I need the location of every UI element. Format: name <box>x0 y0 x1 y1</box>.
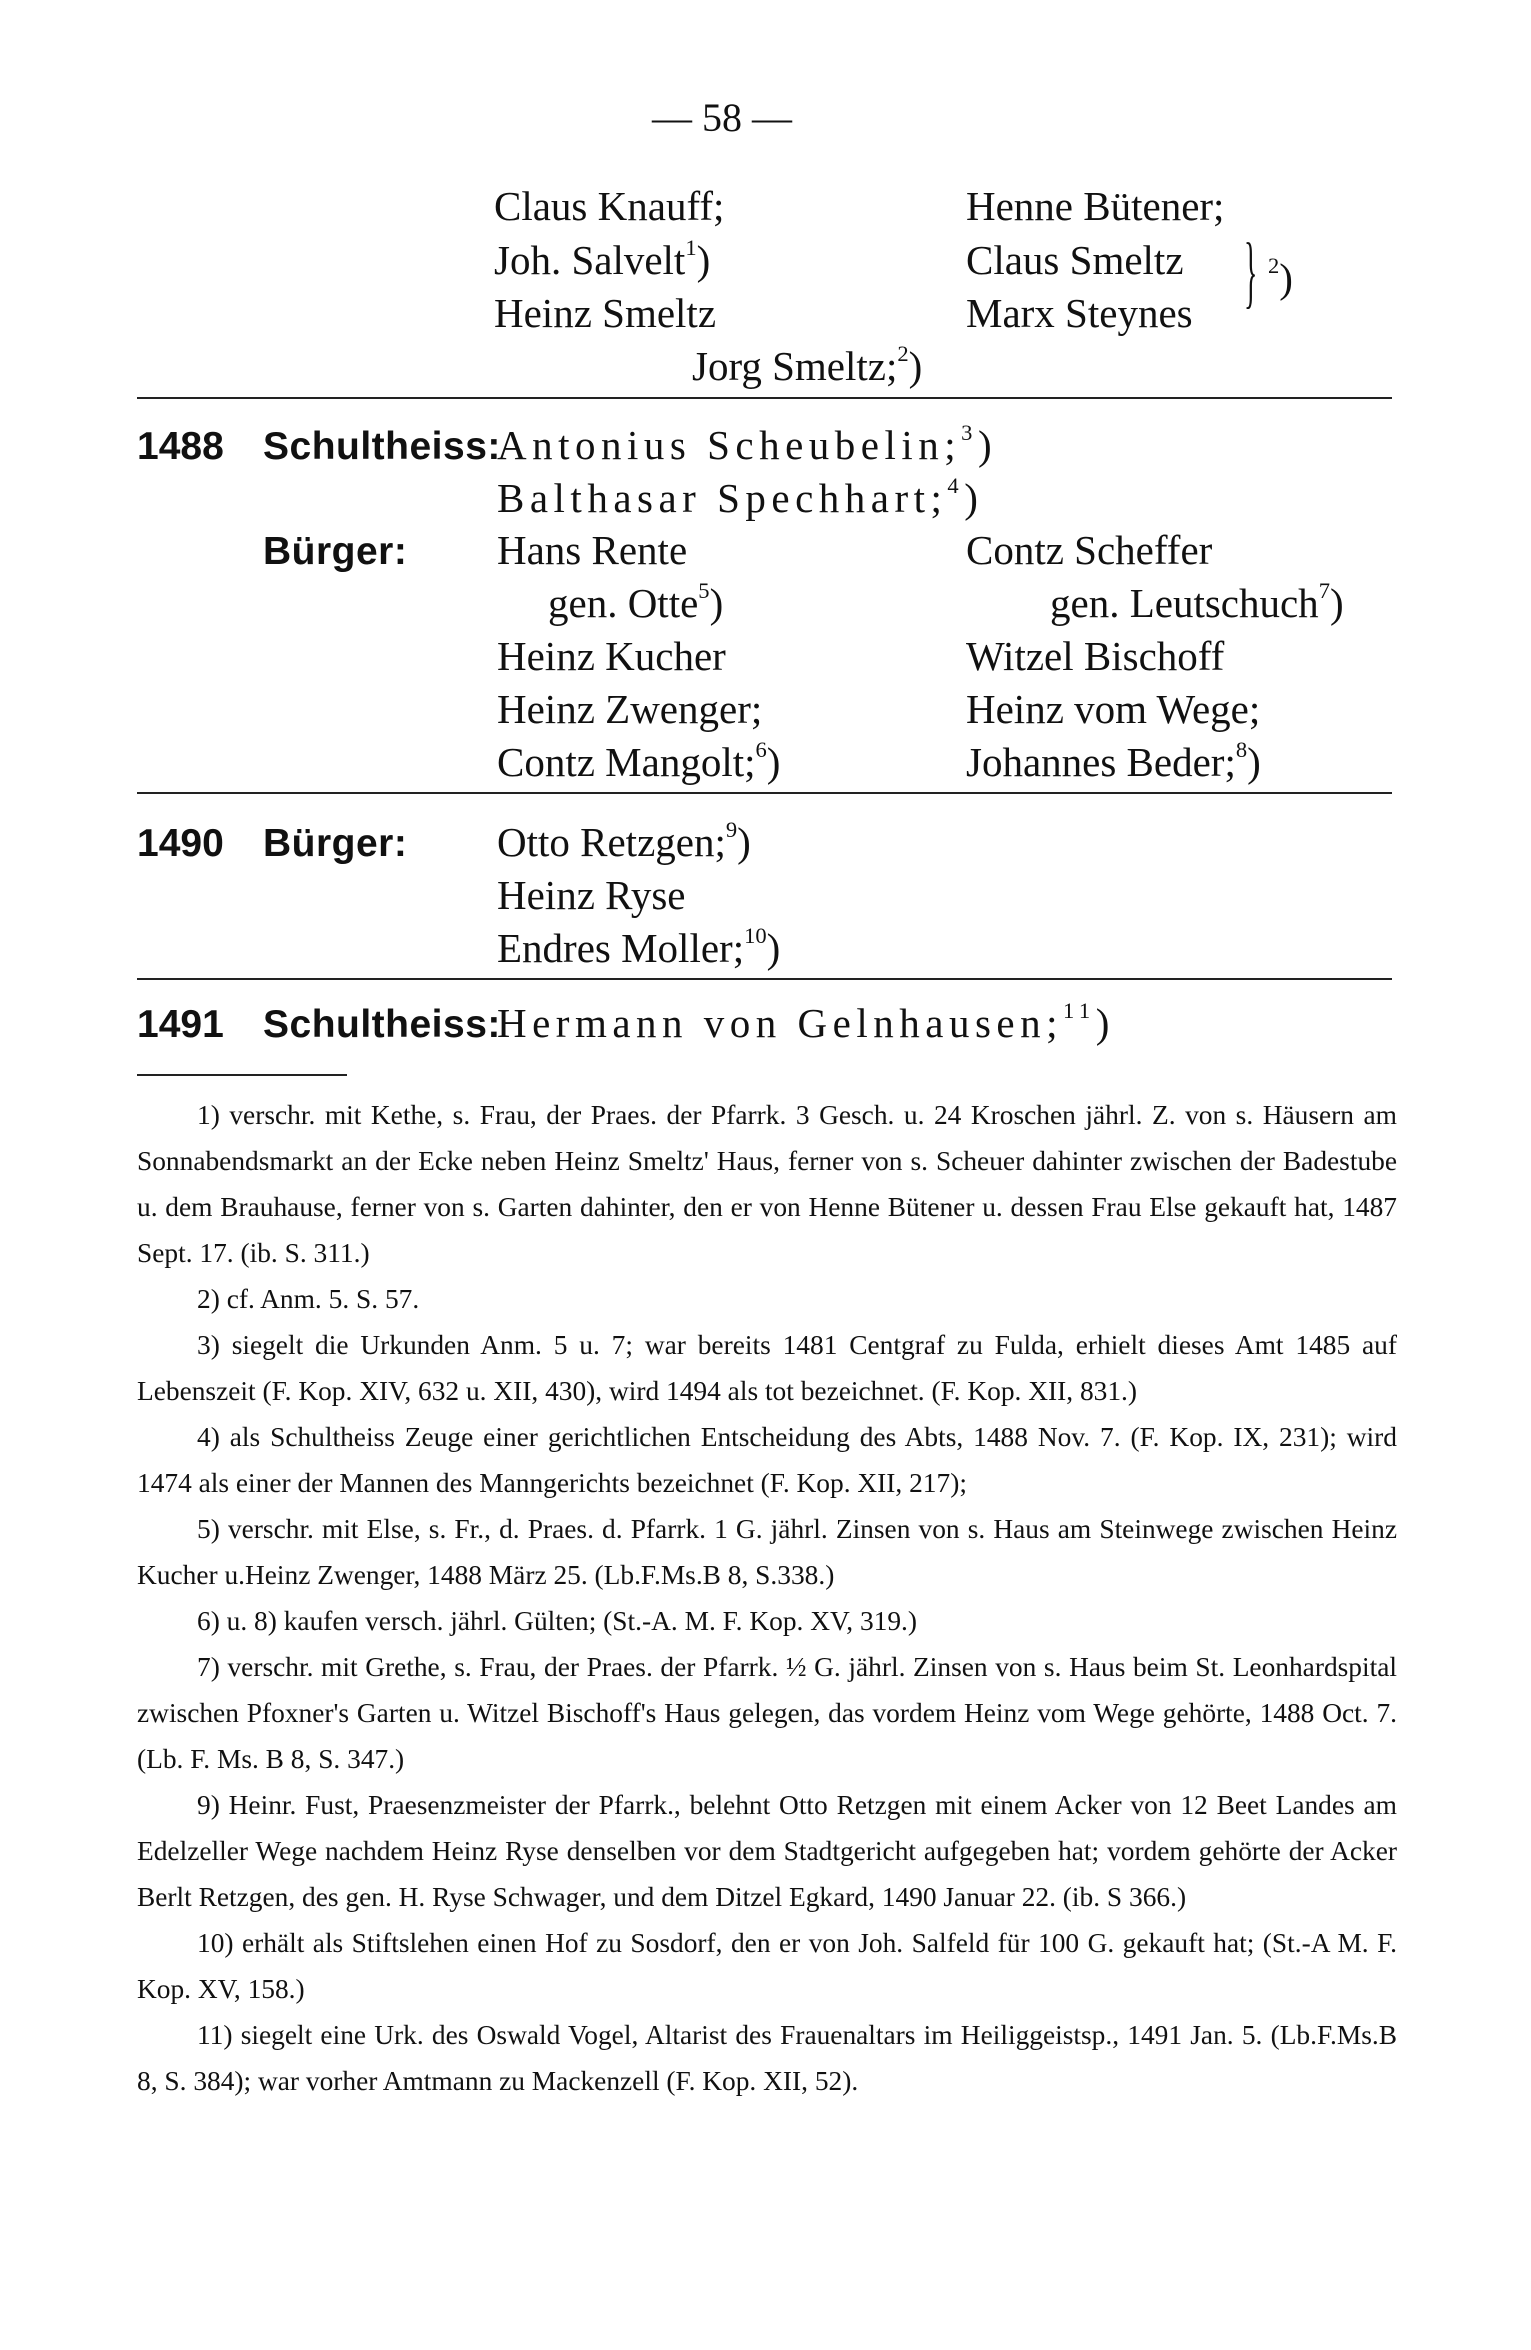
buerger-right-4: Heinz vom Wege; <box>966 686 1261 732</box>
buerger-1490-3: Endres Moller;$^{10}$) <box>497 922 781 971</box>
page-number: — 58 — <box>652 95 792 140</box>
buerger-label: Bürger: <box>263 530 408 573</box>
footnote-1: 1) verschr. mit Kethe, s. Frau, der Praes. der Pfarrk. 3 Gesch. u. 24 Kroschen jährl. Z. von s. Häusern am Sonnabendsmarkt an der Ecke neben Heinz Smeltz' Haus, ferner von s. Scheuer dahinter zwischen der Badestube u. dem Brauhause, ferner von s. Garten dahinter, den er von Henne Bütener u. dessen Frau Else gekauft hat, 1487 Sept. 17. (ib. S. 311.) <box>137 1100 1397 1268</box>
top-center-name: Jorg Smeltz;$^2$) <box>692 340 923 389</box>
buerger-left-4: Heinz Zwenger; <box>497 686 763 732</box>
schultheiss-name-1: Antonius Scheubelin;$^3$) <box>497 419 998 468</box>
top-right-name-1: Henne Bütener; <box>966 183 1225 229</box>
footnote-4: 4) als Schultheiss Zeuge einer gerichtlichen Entscheidung des Abts, 1488 Nov. 7. (F. Kop. IX, 231); wird 1474 als einer der Mannen des Manngerichts bezeichnet (F. Kop. XII, 217); <box>137 1422 1397 1498</box>
buerger-right-1: Contz Scheffer <box>966 527 1213 573</box>
buerger-left-1: Hans Rente <box>497 527 688 573</box>
footnote-separator <box>137 1074 347 1076</box>
footnote-ref: 1 <box>685 234 697 260</box>
footnote-10: 11) siegelt eine Urk. des Oswald Vogel, Altarist des Frauenaltars im Heiliggeistsp., 1491 Jan. 5. (Lb.F.Ms.B 8, S. 384); war vorher Amtmann zu Mackenzell (F. Kop. XII, 52). <box>137 2020 1397 2096</box>
year-1491: 1491 <box>137 1003 224 1046</box>
buerger-1490-1: Otto Retzgen;$^9$) <box>497 816 751 865</box>
top-left-name-2: Joh. Salvelt$^1$) <box>494 234 711 283</box>
buerger-left-2: gen. Otte$^5$) <box>548 577 724 626</box>
schultheiss-label-1491: Schultheiss: <box>263 1003 501 1046</box>
section-divider <box>137 397 1392 399</box>
top-right-name-2: Claus Smeltz <box>966 237 1184 283</box>
footnote-2: 2) cf. Anm. 5. S. 57. <box>197 1284 420 1314</box>
footnote-9: 10) erhält als Stiftslehen einen Hof zu Sosdorf, den er von Joh. Salfeld für 100 G. gekauft hat; (St.-A M. F. Kop. XV, 158.) <box>137 1928 1397 2004</box>
brace-icon: } <box>1244 228 1258 316</box>
schultheiss-name-2: Balthasar Spechhart;$^4$) <box>497 472 984 521</box>
footnote-ref: 2 <box>897 340 909 366</box>
top-right-name-3: Marx Steynes <box>966 290 1193 336</box>
footnote-5: 5) verschr. mit Else, s. Fr., d. Praes. d. Pfarrk. 1 G. jährl. Zinsen von s. Haus am Steinwege zwischen Heinz Kucher u.Heinz Zwenger, 1488 März 25. (Lb.F.Ms.B 8, S.338.) <box>137 1514 1397 1590</box>
footnote-7: 7) verschr. mit Grethe, s. Frau, der Praes. der Pfarrk. ½ G. jährl. Zinsen von s. Haus beim St. Leonhardspital zwischen Pfoxner's Garten u. Witzel Bischoff's Haus gelegen, das vordem Heinz vom Wege gehörte, 1488 Oct. 7. (Lb. F. Ms. B 8, S. 347.) <box>137 1652 1397 1774</box>
top-left-name-1: Claus Knauff; <box>494 183 725 229</box>
group-note: $^2$) <box>1268 252 1293 301</box>
footnote-3: 3) siegelt die Urkunden Anm. 5 u. 7; war bereits 1481 Centgraf zu Fulda, erhielt dieses Amt 1485 auf Lebenszeit (F. Kop. XIV, 632 u. XII, 430), wird 1494 als tot bezeichnet. (F. Kop. XII, 831.) <box>137 1330 1397 1406</box>
buerger-right-5: Johannes Beder;$^8$) <box>966 736 1261 785</box>
buerger-left-3: Heinz Kucher <box>497 633 726 679</box>
footnote-8: 9) Heinr. Fust, Praesenzmeister der Pfarrk., belehnt Otto Retzgen mit einem Acker von 12 Beet Landes am Edelzeller Wege nachdem Heinz Ryse denselben vor dem Stadtgericht aufgegeben hat; vordem gehörte der Acker Berlt Retzgen, des gen. H. Ryse Schwager, und dem Ditzel Egkard, 1490 Januar 22. (ib. S 366.) <box>137 1790 1397 1912</box>
buerger-label-1490: Bürger: <box>263 822 408 865</box>
buerger-1490-2: Heinz Ryse <box>497 872 686 918</box>
buerger-right-2: gen. Leutschuch$^7$) <box>1050 577 1344 626</box>
section-divider <box>137 792 1392 794</box>
year-1488: 1488 <box>137 425 224 468</box>
year-1490: 1490 <box>137 822 224 865</box>
top-left-name-3: Heinz Smeltz <box>494 290 717 336</box>
footnotes <box>137 1092 1397 2104</box>
footnote-6: 6) u. 8) kaufen versch. jährl. Gülten; (St.-A. M. F. Kop. XV, 319.) <box>197 1606 918 1636</box>
schultheiss-1491: Hermann von Gelnhausen;$^{11}$) <box>497 997 1115 1046</box>
schultheiss-label: Schultheiss: <box>263 425 501 468</box>
buerger-left-5: Contz Mangolt;$^6$) <box>497 736 781 785</box>
section-divider <box>137 978 1392 980</box>
buerger-right-3: Witzel Bischoff <box>966 633 1225 679</box>
